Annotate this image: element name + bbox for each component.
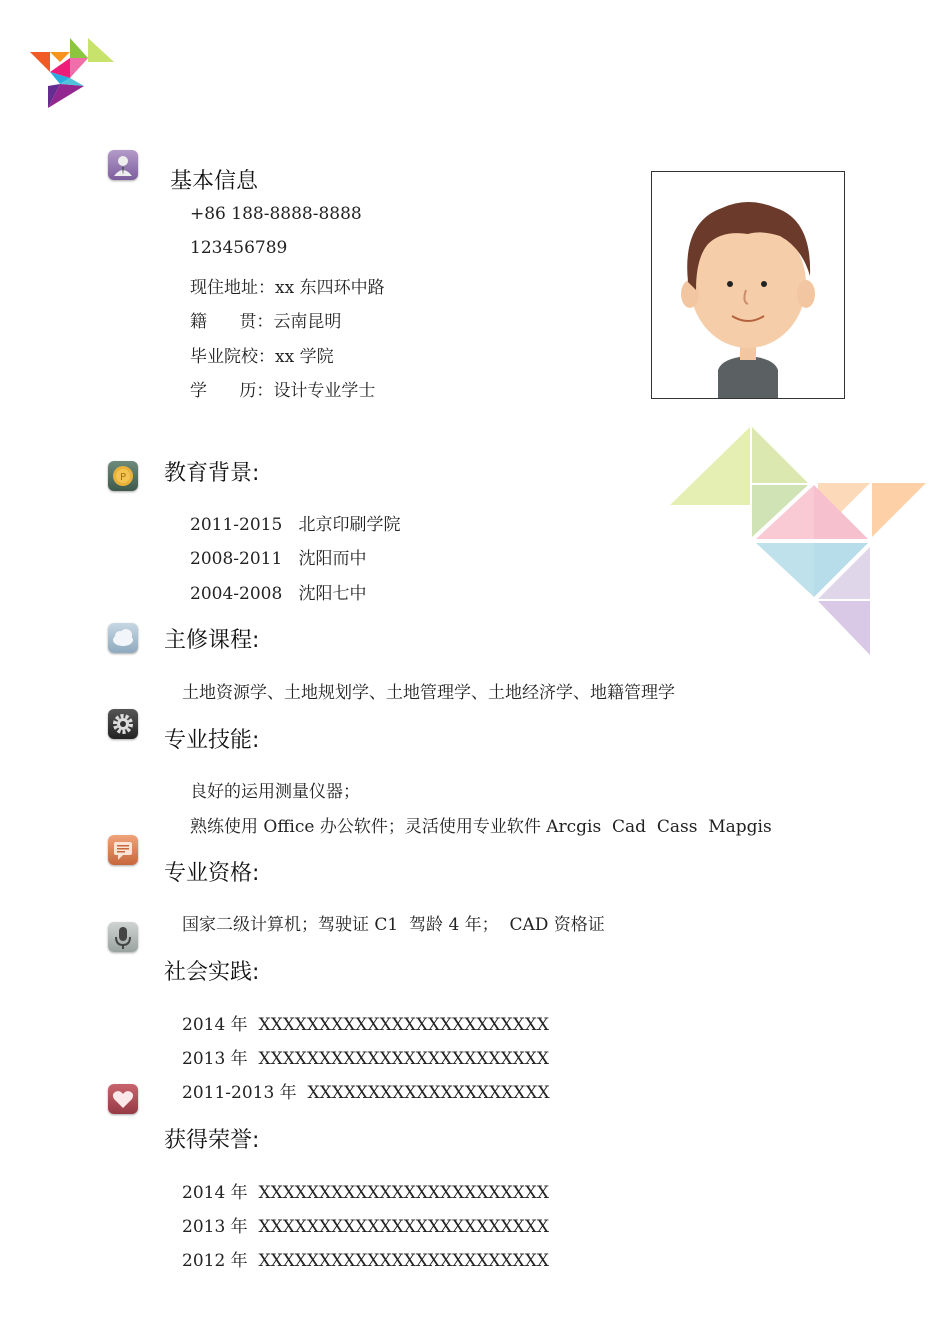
skills-line-1: 良好的运用测量仪器； xyxy=(190,782,360,802)
practice-item xyxy=(182,1078,550,1103)
id-number: 123456789 xyxy=(190,238,288,258)
education-years: 2011-2015 xyxy=(190,515,283,535)
degree-label: 学 历： xyxy=(190,381,274,401)
practice-desc: XXXXXXXXXXXXXXXXXXXX xyxy=(307,1083,550,1103)
honor-year: 2014 年 xyxy=(182,1183,248,1203)
education-years: 2008-2011 xyxy=(190,549,283,569)
coin-icon xyxy=(108,461,138,491)
address-value: xx 东四环中路 xyxy=(275,278,385,298)
microphone-icon xyxy=(108,922,138,952)
education-item xyxy=(190,510,401,535)
practice-year: 2013 年 xyxy=(182,1049,248,1069)
education-years: 2004-2008 xyxy=(190,584,283,604)
practice-desc: XXXXXXXXXXXXXXXXXXXXXXXX xyxy=(258,1049,549,1069)
courses-text: 土地资源学、土地规划学、土地管理学、土地经济学、地籍管理学 xyxy=(182,683,675,703)
decorative-origami xyxy=(668,425,930,657)
honor-desc: XXXXXXXXXXXXXXXXXXXXXXXX xyxy=(258,1251,549,1271)
phone-number: +86 188-8888-8888 xyxy=(190,204,362,224)
practice-year: 2011-2013 年 xyxy=(182,1083,297,1103)
education-item xyxy=(190,579,367,604)
qualifications-heading: 专业资格: xyxy=(164,861,260,886)
honor-item xyxy=(182,1246,549,1271)
heart-icon xyxy=(108,1084,138,1114)
skills-heading: 专业技能: xyxy=(164,728,260,753)
gear-icon xyxy=(108,709,138,739)
honor-item xyxy=(182,1178,549,1203)
profile-photo xyxy=(651,171,845,399)
chat-icon xyxy=(108,835,138,865)
practice-item xyxy=(182,1010,549,1035)
address-row xyxy=(190,273,385,298)
cloud-icon xyxy=(108,623,138,653)
honor-year: 2013 年 xyxy=(182,1217,248,1237)
qualifications-text: 国家二级计算机；驾驶证 C1 驾龄 4 年； CAD 资格证 xyxy=(182,915,605,935)
education-school: 沈阳七中 xyxy=(298,584,367,604)
practice-heading: 社会实践: xyxy=(164,960,260,985)
honor-desc: XXXXXXXXXXXXXXXXXXXXXXXX xyxy=(258,1183,549,1203)
degree-value: 设计专业学士 xyxy=(273,381,376,401)
practice-item xyxy=(182,1044,549,1069)
avatar-illustration xyxy=(652,172,844,398)
school-value: xx 学院 xyxy=(275,347,334,367)
skills-line-2: 熟练使用 Office 办公软件；灵活使用专业软件 Arcgis Cad Cass Mapgis xyxy=(190,817,772,837)
origin-row xyxy=(190,307,341,332)
origin-value: 云南昆明 xyxy=(273,312,342,332)
practice-year: 2014 年 xyxy=(182,1015,248,1035)
person-icon xyxy=(108,150,138,180)
education-item xyxy=(190,544,367,569)
education-school: 沈阳而中 xyxy=(298,549,367,569)
address-label: 现住地址： xyxy=(190,278,275,298)
honor-item xyxy=(182,1212,549,1237)
courses-heading: 主修课程: xyxy=(164,628,260,653)
school-label: 毕业院校： xyxy=(190,347,275,367)
degree-row xyxy=(190,376,375,401)
school-row xyxy=(190,342,334,367)
origin-label: 籍 贯： xyxy=(190,312,274,332)
brand-logo xyxy=(30,34,116,110)
honor-desc: XXXXXXXXXXXXXXXXXXXXXXXX xyxy=(258,1217,549,1237)
svg-text:P: P xyxy=(119,472,127,483)
education-school: 北京印刷学院 xyxy=(298,515,401,535)
honor-year: 2012 年 xyxy=(182,1251,248,1271)
practice-desc: XXXXXXXXXXXXXXXXXXXXXXXX xyxy=(258,1015,549,1035)
honors-heading: 获得荣誉: xyxy=(164,1128,260,1153)
basic-info-heading: 基本信息 xyxy=(170,169,259,194)
education-heading: 教育背景: xyxy=(164,461,260,486)
